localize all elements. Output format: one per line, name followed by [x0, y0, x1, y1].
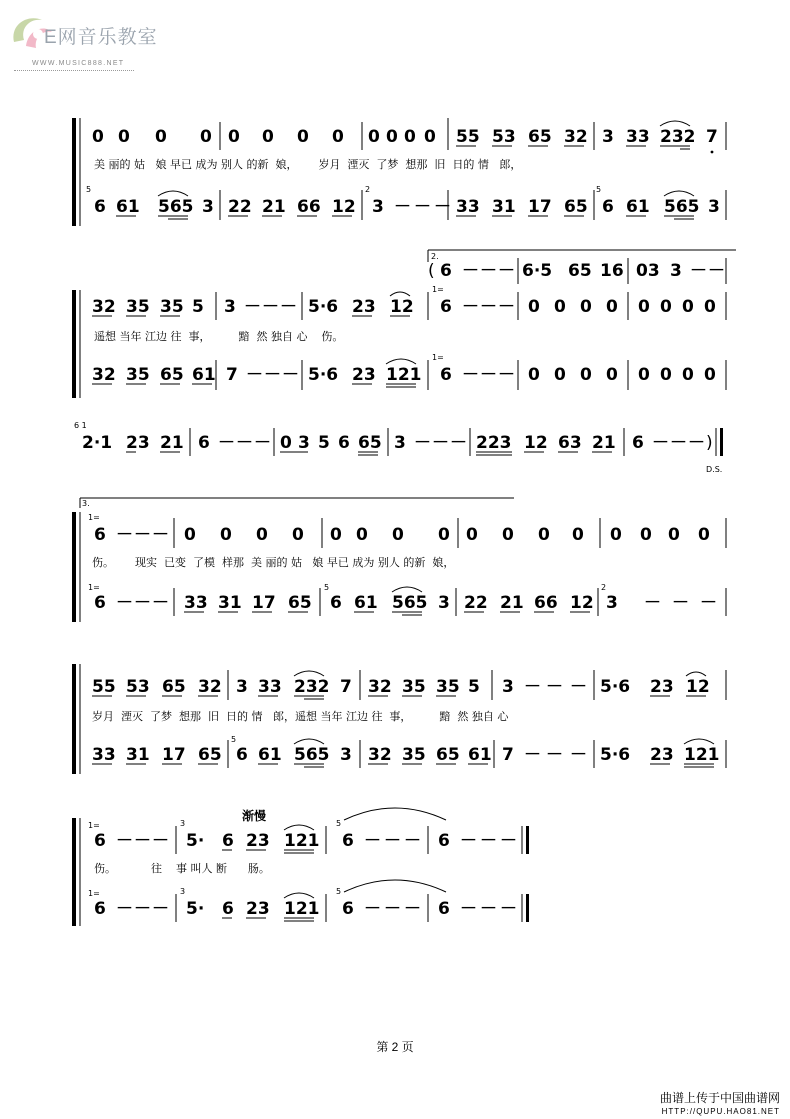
note: 35: [126, 297, 150, 317]
key-mark: 5: [336, 887, 342, 896]
note: －: [116, 525, 133, 545]
note: 0: [704, 297, 716, 317]
note: 6: [94, 525, 106, 545]
note: －: [134, 593, 151, 613]
note: 7: [706, 127, 718, 147]
note: 23: [352, 297, 376, 317]
note: 232: [294, 677, 330, 697]
note: 35: [160, 297, 184, 317]
lyrics-row5: 岁月 湮灭 了梦 想那 旧 日的 情 郎，遥想 当年 江边 往 事， 黯 然 独自 心: [92, 710, 509, 723]
source-credit: [660, 1092, 780, 1118]
note: 0: [386, 127, 398, 147]
note: 6: [330, 593, 342, 613]
note: 6: [440, 261, 452, 281]
note: 66: [534, 593, 558, 613]
note: －: [500, 899, 517, 919]
note: 21: [160, 433, 184, 453]
note: －: [414, 197, 431, 217]
note: －: [434, 197, 451, 217]
note: －: [690, 261, 707, 281]
note: 6·5: [522, 261, 553, 281]
note: 61: [192, 365, 216, 385]
note: －: [498, 365, 515, 385]
system-3: [74, 421, 723, 474]
key-mark: 5: [231, 735, 237, 744]
note: －: [432, 433, 449, 453]
note: －: [218, 433, 235, 453]
note: 0: [682, 365, 694, 385]
note: 35: [402, 677, 426, 697]
note: 35: [436, 677, 460, 697]
note: －: [280, 297, 297, 317]
note: －: [570, 745, 587, 765]
note: －: [116, 831, 133, 851]
note: 12: [390, 297, 414, 317]
note: 6: [222, 899, 234, 919]
note: 65: [436, 745, 460, 765]
note: －: [700, 593, 717, 613]
note: －: [384, 899, 401, 919]
note: 22: [228, 197, 252, 217]
system-2: [72, 250, 736, 398]
key-mark: 5: [86, 185, 92, 194]
note: 223: [476, 433, 512, 453]
note: 3: [372, 197, 384, 217]
note: 121: [284, 899, 320, 919]
note: 6: [438, 831, 450, 851]
note: －: [480, 899, 497, 919]
note: 7: [340, 677, 352, 697]
note: 3: [670, 261, 682, 281]
note: －: [524, 745, 541, 765]
note: 6: [632, 433, 644, 453]
note: 55: [456, 127, 480, 147]
note: 6: [342, 831, 354, 851]
note: 32: [92, 365, 116, 385]
note: －: [264, 365, 281, 385]
note: 0: [538, 525, 550, 545]
key-mark: 2: [365, 185, 371, 194]
note: －: [246, 365, 263, 385]
note: 565: [158, 197, 194, 217]
note: 22: [464, 593, 488, 613]
note: 5·6: [308, 365, 339, 385]
note: 61: [258, 745, 282, 765]
note: 12: [686, 677, 710, 697]
note: 6: [338, 433, 350, 453]
svg-text:): ): [706, 433, 713, 453]
note: 65: [564, 197, 588, 217]
note: 121: [684, 745, 720, 765]
note: 0: [528, 365, 540, 385]
note: －: [570, 677, 587, 697]
note: 0: [155, 127, 167, 147]
key-mark: 6 1: [74, 421, 87, 430]
note: 3: [394, 433, 406, 453]
note: －: [672, 593, 689, 613]
note: 6: [602, 197, 614, 217]
note: 65: [198, 745, 222, 765]
note: 31: [218, 593, 242, 613]
note: 61: [468, 745, 492, 765]
key-mark: 1=: [88, 583, 100, 592]
note: 6: [94, 593, 106, 613]
note: 0: [606, 297, 618, 317]
note: 0: [610, 525, 622, 545]
note: 5·6: [308, 297, 339, 317]
note: 35: [126, 365, 150, 385]
note: 0: [297, 127, 309, 147]
note: 121: [284, 831, 320, 851]
note: 35: [402, 745, 426, 765]
note: －: [394, 197, 411, 217]
note: 0: [704, 365, 716, 385]
note: 65: [162, 677, 186, 697]
note: －: [480, 831, 497, 851]
note: 17: [252, 593, 276, 613]
note: 565: [294, 745, 330, 765]
note: 7: [502, 745, 514, 765]
note: 32: [368, 677, 392, 697]
note: 0: [660, 365, 672, 385]
volta-label: 2.: [431, 252, 439, 261]
note: －: [152, 831, 169, 851]
note: －: [152, 899, 169, 919]
system-1: [72, 118, 726, 226]
note: －: [414, 433, 431, 453]
note: －: [404, 899, 421, 919]
note: 0: [466, 525, 478, 545]
note: 65: [568, 261, 592, 281]
note: －: [116, 593, 133, 613]
note: 0: [502, 525, 514, 545]
note: －: [708, 261, 725, 281]
volta-label: 3.: [82, 499, 90, 508]
note: 12: [570, 593, 594, 613]
note: 0: [572, 525, 584, 545]
lyrics-row6: 伤。 往 事 叫人 断 肠。: [94, 862, 270, 875]
note: －: [462, 297, 479, 317]
note: 6: [440, 297, 452, 317]
key-mark: 3: [180, 887, 186, 896]
note: －: [134, 525, 151, 545]
key-mark: 3: [180, 819, 186, 828]
key-mark: 5: [596, 185, 602, 194]
credit-text: 曲谱上传于中国曲谱网: [659, 1091, 780, 1105]
note: 5·: [186, 899, 205, 919]
lyrics-row4: 伤。 现实 已变 了模 样那 美 丽的 姑 娘 早已 成为 别人 的新 娘，: [92, 556, 455, 569]
note: 3: [224, 297, 236, 317]
note: 0: [220, 525, 232, 545]
note: 0: [554, 297, 566, 317]
note: 5: [318, 433, 330, 453]
site-name: E网音乐教室: [44, 27, 158, 48]
note: 23: [352, 365, 376, 385]
note: －: [152, 593, 169, 613]
note: 0: [404, 127, 416, 147]
note: 55: [92, 677, 116, 697]
note: 16: [600, 261, 624, 281]
note: 565: [664, 197, 700, 217]
note: 0: [280, 433, 292, 453]
note: 565: [392, 593, 428, 613]
note: 53: [126, 677, 150, 697]
note: －: [384, 831, 401, 851]
melody-row1-bar1: 0: [92, 127, 104, 147]
note: 6: [440, 365, 452, 385]
note: 0: [606, 365, 618, 385]
note: －: [450, 433, 467, 453]
note: 0: [640, 525, 652, 545]
note: 0: [424, 127, 436, 147]
note: －: [524, 677, 541, 697]
note: 6: [438, 899, 450, 919]
system-6: [72, 808, 529, 926]
note: 2·1: [82, 433, 113, 453]
note: －: [688, 433, 705, 453]
note: 0: [356, 525, 368, 545]
note: 3: [340, 745, 352, 765]
note: 32: [564, 127, 588, 147]
note: －: [244, 297, 261, 317]
note: 17: [528, 197, 552, 217]
note: －: [364, 899, 381, 919]
note: 0: [330, 525, 342, 545]
note: 03: [636, 261, 660, 281]
note: 33: [456, 197, 480, 217]
note: 65: [528, 127, 552, 147]
note: －: [460, 899, 477, 919]
note: －: [404, 831, 421, 851]
note: －: [462, 365, 479, 385]
note: 121: [386, 365, 422, 385]
note: 23: [650, 677, 674, 697]
note: 12: [524, 433, 548, 453]
note: 3: [502, 677, 514, 697]
note: 61: [116, 197, 140, 217]
note: 65: [358, 433, 382, 453]
note: －: [480, 297, 497, 317]
note: 33: [258, 677, 282, 697]
note: 66: [297, 197, 321, 217]
note: －: [116, 899, 133, 919]
note: 0: [660, 297, 672, 317]
note: －: [282, 365, 299, 385]
note: 0: [368, 127, 380, 147]
note: 0: [392, 525, 404, 545]
note: 3: [202, 197, 214, 217]
note: 3: [236, 677, 248, 697]
note: 21: [500, 593, 524, 613]
note: －: [498, 297, 515, 317]
key-mark: 5: [324, 583, 330, 592]
note: 0: [554, 365, 566, 385]
note: 32: [198, 677, 222, 697]
note: 61: [354, 593, 378, 613]
note: 3: [606, 593, 618, 613]
note: 0: [638, 297, 650, 317]
key-mark: 1=: [88, 889, 100, 898]
note: －: [480, 261, 497, 281]
note: －: [262, 297, 279, 317]
note: 6: [94, 831, 106, 851]
note: －: [364, 831, 381, 851]
note: －: [254, 433, 271, 453]
note: －: [480, 365, 497, 385]
note: 3: [708, 197, 720, 217]
note: 0: [200, 127, 212, 147]
note: －: [498, 261, 515, 281]
note: 3: [438, 593, 450, 613]
note: 0: [332, 127, 344, 147]
note: 5·: [186, 831, 205, 851]
system-5: [72, 664, 726, 774]
note: －: [236, 433, 253, 453]
svg-text:(: (: [428, 261, 435, 281]
tempo-marking: 渐慢: [242, 809, 267, 823]
note: 23: [246, 899, 270, 919]
note: 33: [92, 745, 116, 765]
note: 63: [558, 433, 582, 453]
note: 0: [256, 525, 268, 545]
note: 0: [668, 525, 680, 545]
key-mark: 1=: [88, 513, 100, 522]
ds-mark: D.S.: [706, 465, 723, 474]
note: 0: [118, 127, 130, 147]
note: 53: [492, 127, 516, 147]
note: 0: [698, 525, 710, 545]
note: 6: [342, 899, 354, 919]
note: 21: [592, 433, 616, 453]
note: －: [652, 433, 669, 453]
note: －: [152, 525, 169, 545]
lyrics-row2: 遥想 当年 江边 往 事， 黯 然 独自 心 伤。: [94, 330, 344, 343]
key-mark: 1=: [88, 821, 100, 830]
note: 0: [580, 365, 592, 385]
key-mark: 1=: [432, 353, 444, 362]
note: －: [462, 261, 479, 281]
note: －: [134, 831, 151, 851]
note: 6: [198, 433, 210, 453]
note: 17: [162, 745, 186, 765]
note: 0: [528, 297, 540, 317]
note: －: [134, 899, 151, 919]
note: 3: [298, 433, 310, 453]
note: 21: [262, 197, 286, 217]
note: 33: [626, 127, 650, 147]
credit-url[interactable]: HTTP://QUPU.HAO81.NET: [661, 1107, 780, 1116]
note: 0: [292, 525, 304, 545]
note: －: [670, 433, 687, 453]
note: 0: [638, 365, 650, 385]
note: 12: [332, 197, 356, 217]
note: 6: [222, 831, 234, 851]
note: 0: [184, 525, 196, 545]
note: 0: [580, 297, 592, 317]
note: －: [460, 831, 477, 851]
note: 32: [92, 297, 116, 317]
note: 232: [660, 127, 696, 147]
note: 65: [288, 593, 312, 613]
note: 5: [468, 677, 480, 697]
note: 23: [126, 433, 150, 453]
note: 3: [602, 127, 614, 147]
note: 33: [184, 593, 208, 613]
note: 23: [246, 831, 270, 851]
page-number: 第 2 页: [376, 1040, 414, 1054]
lyrics-row1: 美 丽的 姑 娘 早已 成为 别人 的新 娘， 岁月 湮灭 了梦 想那 旧 日的 情 郎，: [94, 158, 522, 171]
note: －: [546, 677, 563, 697]
note: 0: [438, 525, 450, 545]
note: 31: [492, 197, 516, 217]
note: 7: [226, 365, 238, 385]
key-mark: 2: [601, 583, 607, 592]
note: 23: [650, 745, 674, 765]
note: 31: [126, 745, 150, 765]
note: 0: [228, 127, 240, 147]
key-mark: 5: [336, 819, 342, 828]
note: －: [644, 593, 661, 613]
note: 0: [682, 297, 694, 317]
note: 32: [368, 745, 392, 765]
system-4: [72, 498, 726, 622]
note: 6: [94, 197, 106, 217]
site-url[interactable]: WWW.MUSIC888.NET: [32, 60, 125, 67]
note: 6: [94, 899, 106, 919]
note: 6: [236, 745, 248, 765]
note: 5·6: [600, 745, 631, 765]
key-mark: 1=: [432, 285, 444, 294]
note: 5: [192, 297, 204, 317]
note: 61: [626, 197, 650, 217]
note: 0: [262, 127, 274, 147]
note: －: [546, 745, 563, 765]
note: －: [500, 831, 517, 851]
note: 5·6: [600, 677, 631, 697]
note: 65: [160, 365, 184, 385]
